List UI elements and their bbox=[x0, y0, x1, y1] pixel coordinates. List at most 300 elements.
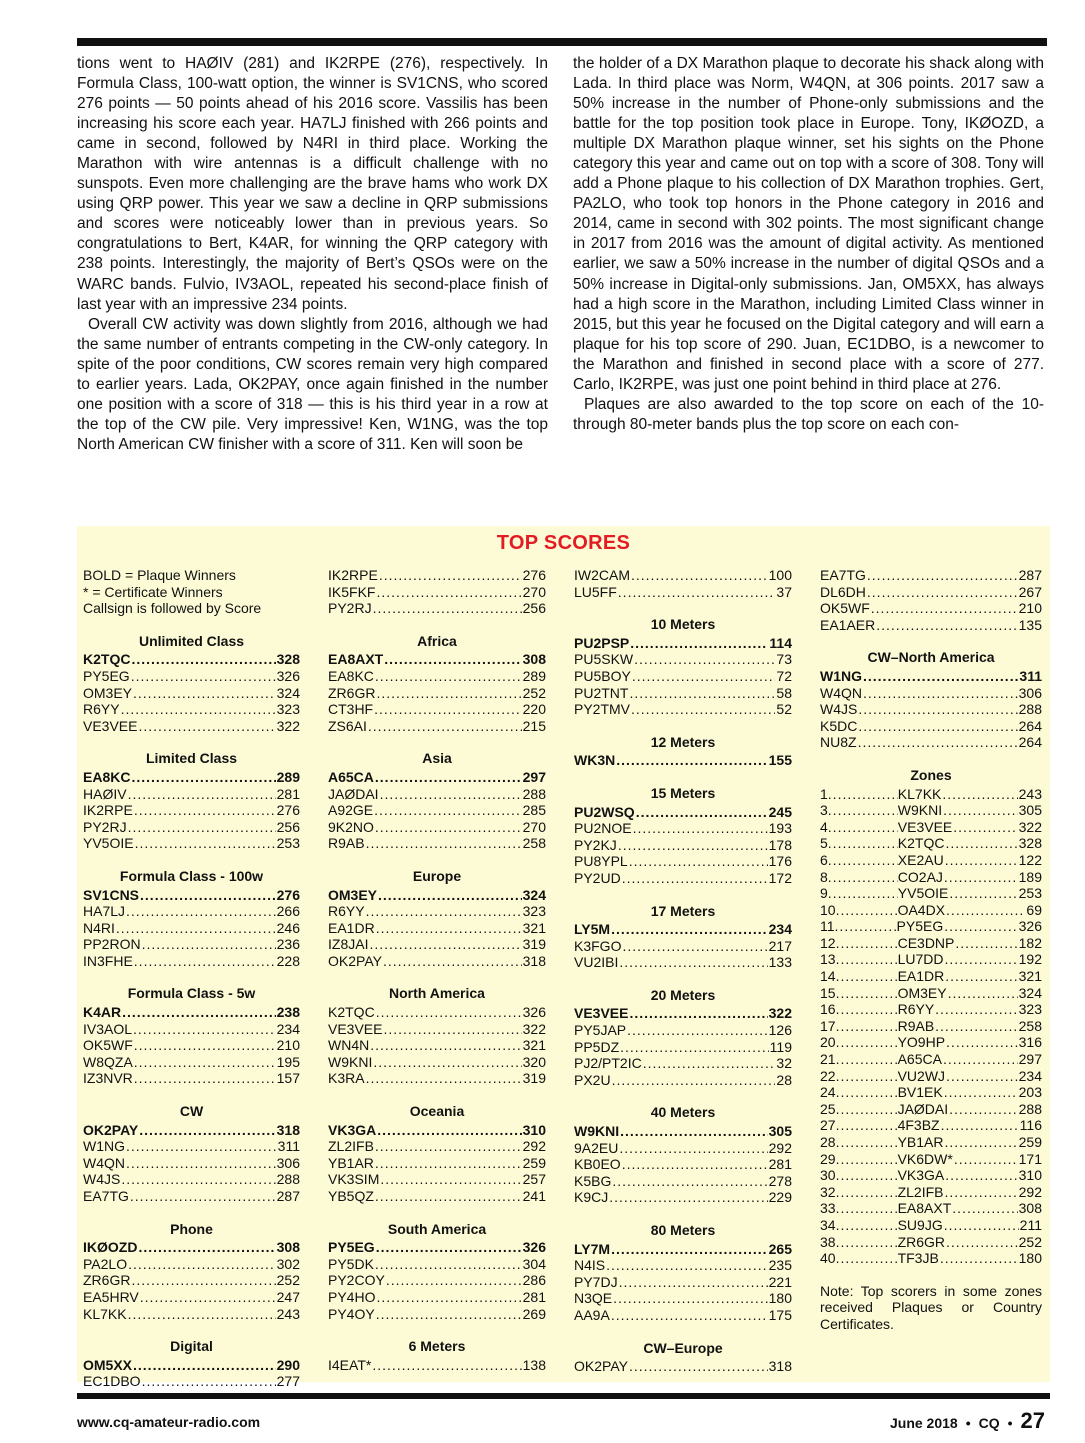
score-row bbox=[83, 1122, 300, 1139]
callsign: PY2UD bbox=[574, 869, 621, 886]
callsign: K9CJ bbox=[574, 1189, 609, 1206]
zone-row bbox=[820, 1250, 1042, 1267]
dot-leader bbox=[836, 1134, 898, 1151]
dot-leader bbox=[858, 701, 1017, 718]
dot-leader bbox=[128, 1256, 276, 1273]
score-section bbox=[574, 987, 792, 1089]
dot-leader bbox=[375, 769, 522, 786]
score-section bbox=[328, 1221, 546, 1323]
score-value: 318 bbox=[768, 1358, 792, 1375]
section-title: CW–North America bbox=[867, 649, 995, 666]
score-row bbox=[83, 1289, 300, 1306]
score-value: 323 bbox=[276, 701, 300, 718]
dot-leader bbox=[836, 1001, 898, 1018]
dot-leader bbox=[620, 1039, 769, 1056]
zone-row bbox=[820, 1117, 1042, 1134]
callsign: KL7KK bbox=[83, 1305, 127, 1322]
zone-number: 4 bbox=[820, 818, 828, 835]
score-value: 28 bbox=[776, 1071, 792, 1088]
zone-row bbox=[820, 985, 1042, 1002]
score-value: 286 bbox=[522, 1272, 546, 1289]
dot-leader bbox=[836, 1151, 898, 1168]
zone-number: 38 bbox=[820, 1233, 836, 1250]
score-value: 305 bbox=[1018, 802, 1042, 819]
dot-leader bbox=[836, 1234, 898, 1251]
section-title: Asia bbox=[422, 750, 452, 767]
score-value: 311 bbox=[277, 1138, 300, 1155]
footer-issue bbox=[890, 1408, 1045, 1434]
score-row bbox=[328, 1054, 546, 1071]
score-value: 252 bbox=[276, 1272, 300, 1289]
score-value: 308 bbox=[1018, 1200, 1042, 1217]
callsign: OM3EY bbox=[83, 684, 133, 701]
callsign: VE3VEE bbox=[328, 1020, 383, 1037]
callsign: K5DC bbox=[820, 717, 858, 734]
score-row bbox=[328, 819, 546, 836]
score-value: 292 bbox=[1018, 1183, 1042, 1200]
score-value: 281 bbox=[276, 785, 300, 802]
score-value: 288 bbox=[1018, 701, 1042, 718]
callsign: HA7LJ bbox=[83, 903, 126, 920]
score-value: 32 bbox=[776, 1055, 792, 1072]
score-row bbox=[574, 1290, 792, 1307]
score-section bbox=[328, 750, 546, 852]
section-title: 6 Meters bbox=[408, 1338, 466, 1355]
dot-leader bbox=[383, 1021, 521, 1038]
dot-leader bbox=[619, 1274, 768, 1291]
dot-leader bbox=[618, 584, 776, 601]
score-row bbox=[574, 1055, 792, 1072]
zone-number: 3 bbox=[820, 802, 828, 819]
dot-leader bbox=[131, 651, 275, 668]
scores-column-2 bbox=[328, 567, 546, 1389]
zone-row bbox=[820, 835, 1042, 852]
section-title: Africa bbox=[417, 632, 457, 649]
score-row bbox=[574, 635, 792, 652]
callsign: W4JS bbox=[820, 701, 858, 718]
dot-leader bbox=[952, 1200, 1017, 1217]
score-row bbox=[328, 887, 546, 904]
score-value: 264 bbox=[1018, 717, 1042, 734]
score-row bbox=[574, 853, 792, 870]
score-row bbox=[574, 584, 792, 601]
dot-leader bbox=[863, 685, 1018, 702]
dot-leader bbox=[836, 902, 898, 919]
callsign: IZ3NVR bbox=[83, 1070, 133, 1087]
score-section bbox=[328, 633, 546, 735]
dot-leader bbox=[134, 1070, 276, 1087]
callsign: PU5BOY bbox=[574, 667, 631, 684]
score-value: 72 bbox=[776, 667, 792, 684]
callsign: EA5HRV bbox=[83, 1288, 139, 1305]
dot-leader bbox=[836, 1250, 898, 1267]
callsign: A92GE bbox=[328, 802, 374, 819]
score-row bbox=[820, 668, 1042, 685]
score-value: 306 bbox=[276, 1154, 300, 1171]
callsign: VU2WJ bbox=[897, 1067, 946, 1084]
score-value: 310 bbox=[522, 1121, 546, 1138]
score-section bbox=[574, 734, 792, 769]
score-row bbox=[574, 1274, 792, 1291]
callsign: LY5M bbox=[574, 921, 611, 938]
dot-leader bbox=[858, 734, 1018, 751]
zone-number: 16 bbox=[820, 1001, 836, 1018]
score-value: 324 bbox=[522, 886, 546, 903]
dot-leader bbox=[134, 953, 276, 970]
section-title: 12 Meters bbox=[650, 733, 716, 750]
dot-leader bbox=[380, 786, 522, 803]
score-value: 326 bbox=[276, 667, 300, 684]
bottom-rule bbox=[77, 1393, 1050, 1399]
dot-leader bbox=[376, 685, 521, 702]
score-value: 211 bbox=[1019, 1216, 1042, 1233]
dot-leader bbox=[606, 1257, 768, 1274]
dot-leader bbox=[374, 701, 522, 718]
dot-leader bbox=[836, 1101, 898, 1118]
score-row bbox=[328, 1239, 546, 1256]
dot-leader bbox=[375, 1256, 522, 1273]
dot-leader bbox=[619, 954, 767, 971]
section-title: South America bbox=[387, 1220, 487, 1237]
callsign: BV1EK bbox=[897, 1084, 943, 1101]
score-value: 324 bbox=[276, 684, 300, 701]
callsign: IV3AOL bbox=[83, 1020, 133, 1037]
score-value: 326 bbox=[522, 1239, 546, 1256]
footer-bullet: • bbox=[1007, 1415, 1013, 1431]
callsign: K3FGO bbox=[574, 937, 622, 954]
score-value: 176 bbox=[768, 853, 792, 870]
top-rule bbox=[77, 38, 1047, 46]
score-value: 256 bbox=[522, 600, 546, 617]
score-value: 278 bbox=[768, 1172, 792, 1189]
zone-row bbox=[820, 1234, 1042, 1251]
dot-leader bbox=[134, 1037, 276, 1054]
callsign: IW2CAM bbox=[574, 567, 630, 583]
score-value: 310 bbox=[1018, 1167, 1042, 1184]
score-value: 100 bbox=[768, 567, 792, 583]
callsign: PU2PSP bbox=[574, 634, 630, 651]
score-section bbox=[83, 750, 300, 852]
dot-leader bbox=[379, 567, 522, 584]
callsign: EA1AER bbox=[820, 616, 876, 633]
dot-leader bbox=[383, 953, 522, 970]
dot-leader bbox=[126, 903, 276, 920]
zone-row bbox=[820, 1018, 1042, 1035]
callsign: PP5DZ bbox=[574, 1038, 620, 1055]
zone-row bbox=[820, 1034, 1042, 1051]
score-row bbox=[83, 835, 300, 852]
score-section bbox=[83, 633, 300, 735]
dot-leader bbox=[130, 1188, 276, 1205]
score-value: 290 bbox=[276, 1356, 300, 1373]
score-row bbox=[83, 786, 300, 803]
callsign: IK2RPE bbox=[83, 802, 133, 819]
score-row bbox=[328, 953, 546, 970]
dot-leader bbox=[944, 951, 1017, 968]
zone-number: 34 bbox=[820, 1216, 836, 1233]
score-value: 318 bbox=[522, 952, 546, 969]
legend-line: * = Certificate Winners bbox=[83, 583, 223, 600]
callsign: KB0EO bbox=[574, 1156, 621, 1173]
score-value: 122 bbox=[1018, 851, 1042, 868]
score-value: 328 bbox=[1018, 835, 1042, 852]
score-row bbox=[820, 617, 1042, 634]
dot-leader bbox=[867, 584, 1018, 601]
dot-leader bbox=[620, 1123, 768, 1140]
score-value: 126 bbox=[768, 1022, 792, 1039]
section-title: 15 Meters bbox=[650, 784, 716, 801]
callsign: PJ2/PT2IC bbox=[574, 1055, 642, 1072]
zone-row bbox=[820, 1051, 1042, 1068]
callsign: KL7KK bbox=[897, 785, 942, 802]
dot-leader bbox=[863, 668, 1018, 685]
score-section bbox=[574, 1340, 792, 1375]
score-row bbox=[83, 903, 300, 920]
score-row bbox=[328, 701, 546, 718]
score-row bbox=[820, 584, 1042, 601]
callsign: VK3SIM bbox=[328, 1171, 380, 1188]
score-row bbox=[328, 1037, 546, 1054]
score-row bbox=[83, 718, 300, 735]
score-value: 189 bbox=[1018, 868, 1042, 885]
dot-leader bbox=[139, 1122, 275, 1139]
section-title: Limited Class bbox=[145, 750, 238, 767]
callsign: W4QN bbox=[83, 1154, 125, 1171]
dot-leader bbox=[633, 820, 768, 837]
dot-leader bbox=[828, 852, 898, 869]
dot-leader bbox=[828, 802, 898, 819]
score-row bbox=[83, 701, 300, 718]
top-scores-box bbox=[77, 526, 1050, 1390]
dot-leader bbox=[836, 935, 898, 952]
score-section bbox=[820, 649, 1042, 751]
callsign: CO2AJ bbox=[897, 868, 943, 885]
score-value: 180 bbox=[768, 1290, 792, 1307]
score-value: 229 bbox=[768, 1189, 792, 1206]
dot-leader bbox=[619, 1140, 767, 1157]
score-value: 114 bbox=[769, 634, 792, 651]
dot-leader bbox=[944, 1217, 1019, 1234]
callsign: VE3VEE bbox=[574, 1005, 629, 1022]
dot-leader bbox=[935, 1001, 1017, 1018]
score-row bbox=[328, 1272, 546, 1289]
dot-leader bbox=[629, 1005, 767, 1022]
score-value: 322 bbox=[1018, 818, 1042, 835]
dot-leader bbox=[133, 685, 276, 702]
zone-number: 12 bbox=[820, 934, 836, 951]
score-row bbox=[820, 600, 1042, 617]
callsign: PU2TNT bbox=[574, 684, 629, 701]
zone-row bbox=[820, 935, 1042, 952]
callsign: PY5EG bbox=[896, 918, 944, 935]
zone-number: 15 bbox=[820, 984, 836, 1001]
callsign: CE3DNP bbox=[897, 934, 955, 951]
score-row bbox=[328, 903, 546, 920]
score-row bbox=[574, 921, 792, 938]
callsign: EA8AXT bbox=[897, 1200, 952, 1217]
dot-leader bbox=[836, 1051, 898, 1068]
score-row bbox=[328, 920, 546, 937]
callsign: OK2PAY bbox=[328, 952, 382, 969]
score-section bbox=[574, 1104, 792, 1206]
callsign: ZL2IFB bbox=[328, 1138, 374, 1155]
score-value: 306 bbox=[1018, 684, 1042, 701]
callsign: PY5DK bbox=[328, 1255, 374, 1272]
callsign: PX2U bbox=[574, 1071, 611, 1088]
callsign: YB1AR bbox=[897, 1134, 944, 1150]
zone-row bbox=[820, 1151, 1042, 1168]
callsign: A65CA bbox=[897, 1051, 942, 1068]
score-section bbox=[328, 985, 546, 1087]
callsign: YB5QZ bbox=[328, 1188, 374, 1204]
dot-leader bbox=[611, 1307, 768, 1324]
dot-leader bbox=[384, 651, 521, 668]
section-title: CW–Europe bbox=[643, 1339, 723, 1356]
callsign: K2TQC bbox=[328, 1004, 375, 1021]
zone-row bbox=[820, 869, 1042, 886]
score-row bbox=[574, 938, 792, 955]
dot-leader bbox=[636, 804, 768, 821]
score-value: 193 bbox=[768, 820, 792, 837]
score-value: 289 bbox=[276, 768, 300, 785]
callsign: WK3N bbox=[574, 752, 616, 769]
score-value: 178 bbox=[768, 836, 792, 853]
score-row bbox=[574, 1022, 792, 1039]
dot-leader bbox=[944, 869, 1018, 886]
score-value: 270 bbox=[522, 583, 546, 600]
callsign: K3RA bbox=[328, 1070, 365, 1087]
score-section bbox=[820, 567, 1042, 633]
zone-row bbox=[820, 1200, 1042, 1217]
dot-leader bbox=[366, 835, 522, 852]
score-row bbox=[328, 802, 546, 819]
score-row bbox=[83, 1155, 300, 1172]
score-row bbox=[328, 1122, 546, 1139]
zone-row bbox=[820, 852, 1042, 869]
dot-leader bbox=[386, 1272, 522, 1289]
score-section bbox=[328, 1103, 546, 1205]
score-row bbox=[328, 1004, 546, 1021]
callsign: SV1CNS bbox=[83, 886, 140, 903]
score-row bbox=[574, 701, 792, 718]
zone-number: 17 bbox=[820, 1017, 836, 1034]
dot-leader bbox=[634, 651, 775, 668]
callsign: W4QN bbox=[820, 684, 862, 701]
zone-number: 9 bbox=[820, 885, 828, 902]
dot-leader bbox=[871, 600, 1018, 617]
article-paragraph: tions went to HAØIV (281) and IK2RPE (276), respectively. In Formula Class, 100-watt option, the winner is SV1CNS, who scored 276 points — 50 points ahead of his 2016 score. Vassilis has been increasing his score each year. HA7LJ finished with 266 points and came in second, followed by N4RI in third place. Working the Marathon with wire antennas is a difficult challenge with no sunspots. Even more challenging are the brave hams who work DX using QRP power. This year we saw a decline in QRP submissions and scores were noticeably lower than in previous years. So congratulations to Bert, K4AR, for winning the QRP category with 238 points. Interestingly, the majority of Bert’s QSOs were on the WARC bands. Fulvio, IV3AOL, repeated his second-place finish of last year with an impressive 234 points. bbox=[77, 55, 548, 313]
score-value: 321 bbox=[522, 1037, 546, 1054]
callsign: K2TQC bbox=[897, 835, 945, 852]
section-title: CW bbox=[179, 1103, 204, 1120]
zone-row bbox=[820, 1184, 1042, 1201]
dot-leader bbox=[126, 1155, 276, 1172]
score-row bbox=[574, 651, 792, 668]
dot-leader bbox=[121, 701, 276, 718]
dot-leader bbox=[828, 869, 898, 886]
score-section bbox=[574, 1222, 792, 1324]
dot-leader bbox=[867, 567, 1018, 584]
callsign: YV5OIE bbox=[83, 835, 134, 852]
callsign: HAØIV bbox=[83, 785, 127, 802]
dot-leader bbox=[949, 885, 1017, 902]
score-value: 73 bbox=[776, 651, 792, 668]
score-value: 297 bbox=[1018, 1051, 1042, 1068]
score-row bbox=[574, 567, 792, 584]
score-value: 203 bbox=[1018, 1084, 1042, 1101]
callsign: JAØDAI bbox=[897, 1100, 949, 1117]
score-value: 215 bbox=[522, 717, 546, 734]
callsign: I4EAT* bbox=[328, 1356, 372, 1373]
score-row bbox=[328, 685, 546, 702]
zone-row bbox=[820, 1134, 1042, 1151]
zone-row bbox=[820, 786, 1042, 803]
score-row bbox=[83, 1037, 300, 1054]
dot-leader bbox=[949, 1101, 1017, 1118]
score-value: 281 bbox=[768, 1156, 792, 1173]
dot-leader bbox=[376, 1289, 521, 1306]
callsign: WN4N bbox=[328, 1037, 370, 1054]
callsign: EA1DR bbox=[328, 919, 375, 936]
legend-line: BOLD = Plaque Winners bbox=[83, 567, 236, 583]
score-value: 265 bbox=[768, 1240, 792, 1257]
callsign: ZL2IFB bbox=[897, 1183, 944, 1200]
scores-column-3 bbox=[574, 567, 792, 1391]
dot-leader bbox=[631, 567, 768, 584]
score-value: 276 bbox=[522, 567, 546, 583]
score-value: 257 bbox=[522, 1171, 546, 1188]
dot-leader bbox=[946, 1034, 1018, 1051]
callsign: CT3HF bbox=[328, 701, 374, 718]
score-value: 258 bbox=[1018, 1017, 1042, 1034]
score-row bbox=[328, 1138, 546, 1155]
score-value: 252 bbox=[522, 684, 546, 701]
dot-leader bbox=[622, 870, 768, 887]
zone-number: 14 bbox=[820, 968, 836, 985]
score-value: 324 bbox=[1018, 984, 1042, 1001]
score-value: 133 bbox=[768, 954, 792, 971]
dot-leader bbox=[372, 1357, 521, 1374]
callsign: 9K2NO bbox=[328, 818, 374, 835]
section-title: Unlimited Class bbox=[138, 632, 245, 649]
callsign: W9KNI bbox=[328, 1053, 373, 1070]
zone-number: 8 bbox=[820, 868, 828, 885]
score-section bbox=[574, 616, 792, 718]
dot-leader bbox=[836, 1217, 898, 1234]
score-row bbox=[328, 1021, 546, 1038]
dot-leader bbox=[128, 819, 276, 836]
score-row bbox=[83, 685, 300, 702]
score-value: 247 bbox=[276, 1288, 300, 1305]
dot-leader bbox=[612, 1072, 776, 1089]
score-value: 288 bbox=[1018, 1100, 1042, 1117]
dot-leader bbox=[380, 1171, 521, 1188]
score-row bbox=[328, 1171, 546, 1188]
dot-leader bbox=[944, 1084, 1018, 1101]
callsign: W9KNI bbox=[897, 802, 943, 819]
footer-magazine: CQ bbox=[978, 1415, 1000, 1431]
score-row bbox=[574, 1156, 792, 1173]
callsign: YO9HP bbox=[897, 1034, 946, 1051]
zone-number: 29 bbox=[820, 1150, 836, 1167]
callsign: ZS6AI bbox=[328, 717, 367, 734]
dot-leader bbox=[613, 1290, 768, 1307]
score-row bbox=[820, 701, 1042, 718]
score-value: 322 bbox=[768, 1005, 792, 1022]
score-section bbox=[328, 567, 546, 617]
dot-leader bbox=[953, 819, 1017, 836]
zones-note: Note: Top scorers in some zones received Plaques or Country Certificates. bbox=[820, 1282, 1042, 1332]
